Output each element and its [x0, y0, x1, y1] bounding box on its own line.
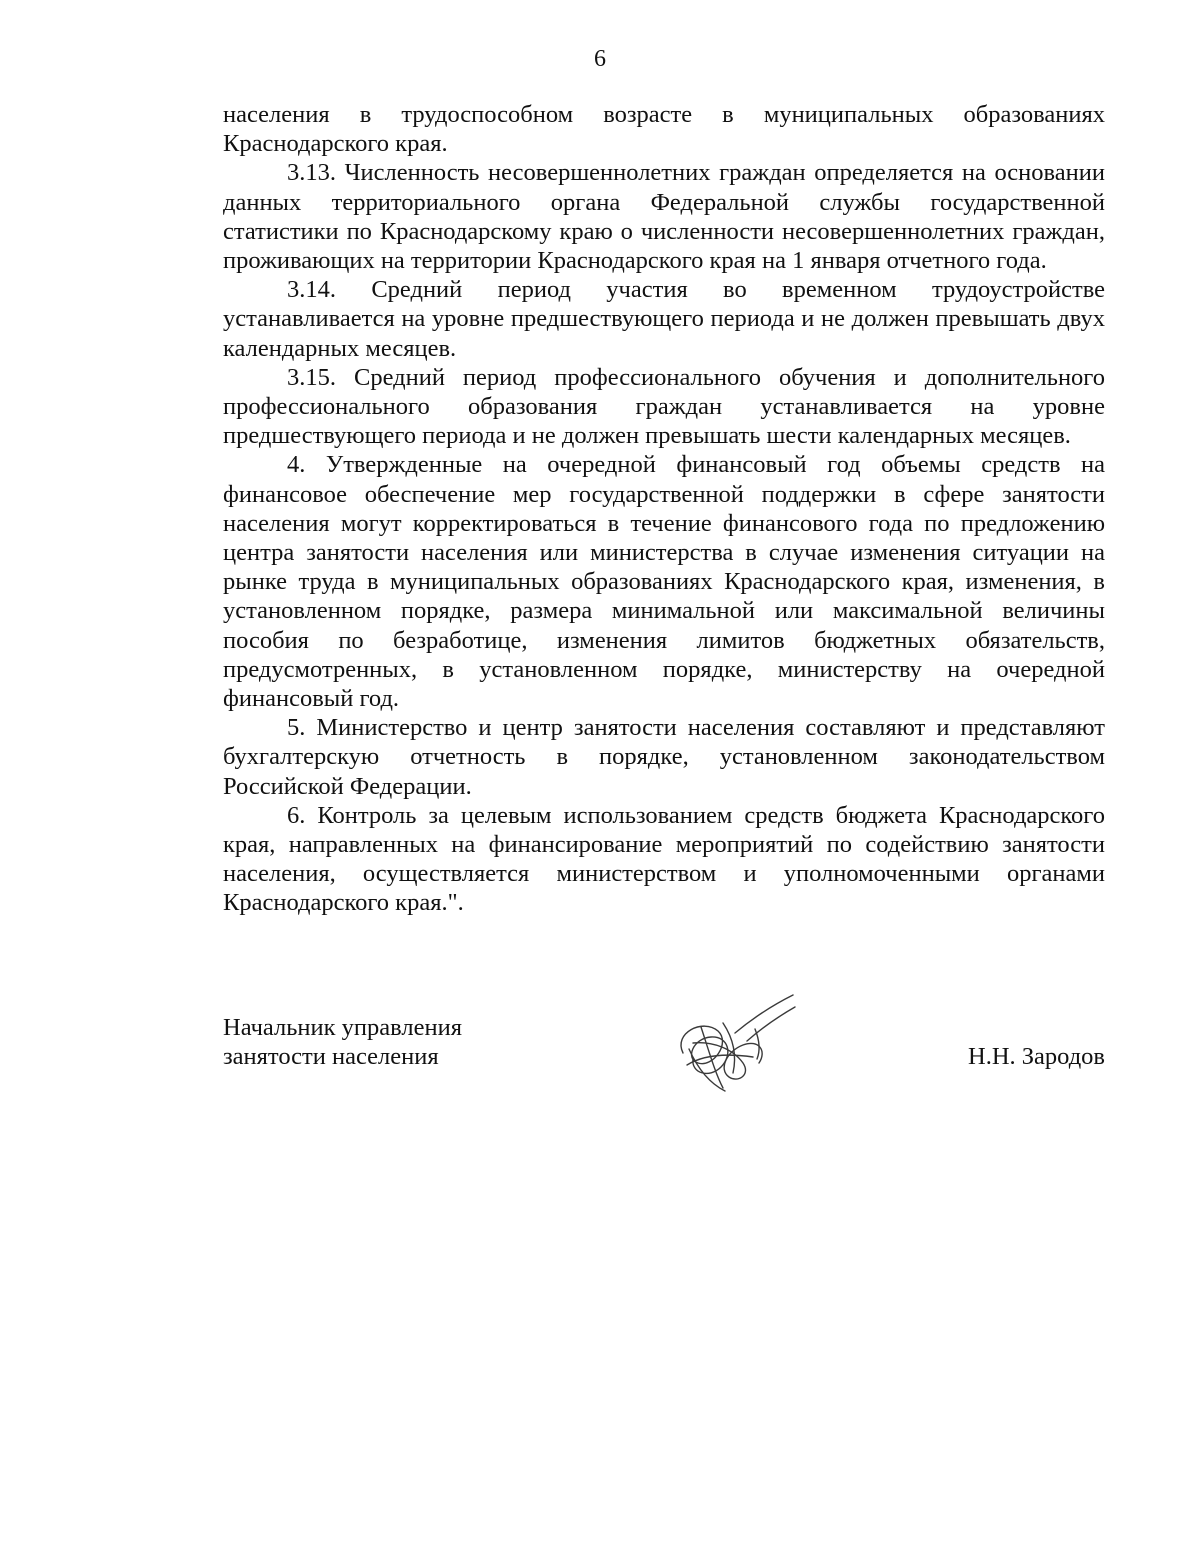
paragraph-4: 4. Утвержденные на очередной финансовый год объемы средств на финансовое обеспечение мер государственной поддержки в сфере занятости населения могут корректироваться в течение финансового года по предложению центра занятости населения или министерства в случае изменения ситуации на рынке труда в муниципальных образованиях Краснодарского края, изменения, в установленном порядке, размера минимальной или максимальной величины пособия по безработице, изменения лимитов бюджетных обязательств, предусмотренных, в установленном порядке, министерству на очередной финансовый год.: [223, 451, 1105, 713]
handwritten-signature: [663, 993, 803, 1103]
signatory-title-line-2: занятости населения: [223, 1043, 439, 1071]
paragraph-3-13: 3.13. Численность несовершеннолетних граждан определяется на основании данных территориального органа Федеральной службы государственной статистики по Краснодарскому краю о численности несовершеннолетних граждан, проживающих на территории Краснодарского края на 1 января отчетного года.: [223, 159, 1105, 275]
signature-block: [223, 1013, 1105, 1103]
signatory-title: [223, 1013, 462, 1071]
paragraph-3-15: 3.15. Средний период профессионального обучения и дополнительного профессионального образования граждан устанавливается на уровне предшествующего периода и не должен превышать шести календарных месяцев.: [223, 363, 1105, 450]
paragraph-3-14: 3.14. Средний период участия во временном трудоустройстве устанавливается на уровне предшествующего периода и не должен превышать двух календарных месяцев.: [223, 276, 1105, 362]
page-number: 6: [594, 46, 606, 72]
paragraph-5: 5. Министерство и центр занятости населения составляют и представляют бухгалтерскую отчетность в порядке, установленном законодательством Российской Федерации.: [223, 714, 1105, 800]
paragraph-continuation: населения в трудоспособном возрасте в муниципальных образованиях Краснодарского края.: [223, 101, 1105, 158]
signatory-name: Н.Н. Зародов: [968, 1043, 1105, 1070]
signatory-title-line-1: Начальник управления: [223, 1014, 462, 1041]
paragraph-6: 6. Контроль за целевым использованием средств бюджета Краснодарского края, направленных на финансирование мероприятий по содействию занятости населения, осуществляется министерством и уполномоченными органами Краснодарского края.".: [223, 801, 1105, 917]
document-body: [223, 100, 1105, 918]
